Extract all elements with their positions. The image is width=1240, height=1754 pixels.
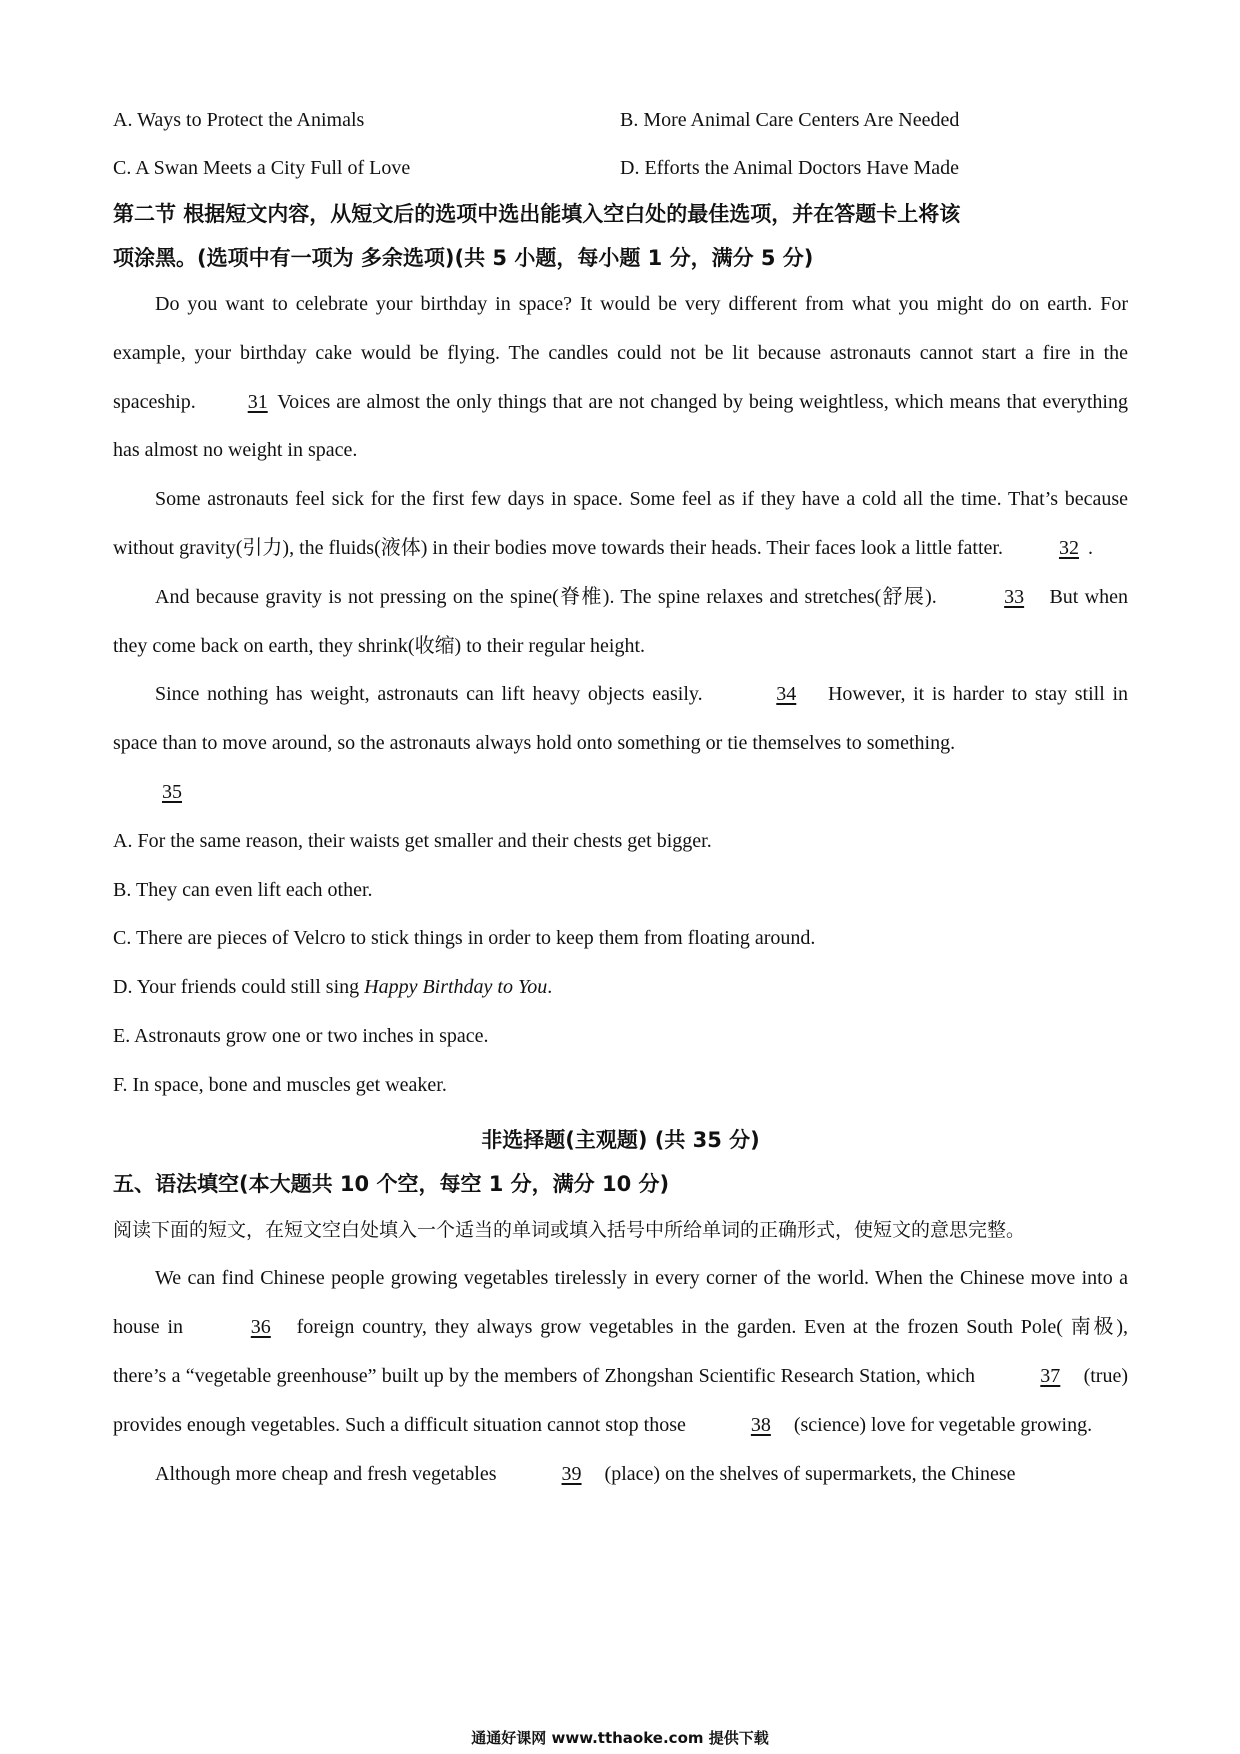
passage-paragraph-3: And because gravity is not pressing on the spine(脊椎). The spine relaxes and stretches(舒展). 33 But when they come back on earth, they shrink(收缩) to their regular height. xyxy=(113,573,1128,671)
option-f: F. In space, bone and muscles get weaker. xyxy=(113,1073,447,1096)
page-footer: 通通好课网 www.tthaoke.com 提供下载 xyxy=(471,1729,769,1747)
prev-options-row-2 xyxy=(113,144,1128,192)
section2-heading: 第二节 根据短文内容，从短文后的选项中选出能填入空白处的最佳选项，并在答题卡上将该 项涂黑。(选项中有一项为 多余选项)(共 5 小题，每小题 1 分，满分 5 分) xyxy=(113,202,961,270)
blank-34: 34 xyxy=(776,683,797,706)
blank-33: 33 xyxy=(1004,585,1025,608)
section5-heading: 五、语法填空(本大题共 10 个空，每空 1 分，满分 10 分) xyxy=(113,1171,670,1196)
option-b: B. They can even lift each other. xyxy=(113,878,373,901)
blank-32: 32 xyxy=(1058,536,1079,559)
section5-instruction: 阅读下面的短文，在短文空白处填入一个适当的单词或填入括号中所给单词的正确形式，使短文的意思完整。 xyxy=(113,1218,1026,1241)
blank-38: 38 xyxy=(750,1413,771,1436)
option-c: C. There are pieces of Velcro to stick things in order to keep them from floating around. xyxy=(113,927,816,950)
blank-37: 37 xyxy=(1040,1364,1061,1387)
prev-options-row-1 xyxy=(113,96,1128,144)
grammar-paragraph-2: Although more cheap and fresh vegetables 39 (place) on the shelves of supermarkets, the Chinese xyxy=(113,1450,1128,1499)
blank-31: 31 xyxy=(247,390,268,413)
prev-option-d: D. Efforts the Animal Doctors Have Made xyxy=(620,156,959,179)
option-e: E. Astronauts grow one or two inches in space. xyxy=(113,1024,489,1047)
part-title: 非选择题(主观题) (共 35 分) xyxy=(481,1127,760,1152)
prev-option-c: C. A Swan Meets a City Full of Love xyxy=(113,156,411,179)
answer-options xyxy=(113,817,1128,1110)
passage-paragraph-1: Do you want to celebrate your birthday in space? It would be very different from what you might do on earth. For example, your birthday cake would be flying. The candles could not be lit because astronauts cannot start a fire in the spaceship. 31 Voices are almost the only things that are not changed by being weightless, which means that everything has almost no weight in space. xyxy=(113,293,1128,462)
passage-paragraph-5 xyxy=(113,768,1128,817)
passage-paragraph-4: Since nothing has weight, astronauts can lift heavy objects easily. 34 However, it is harder to stay still in space than to move around, so the astronauts always hold onto something or tie themselves to something. xyxy=(113,670,1128,768)
prev-option-a: A. Ways to Protect the Animals xyxy=(113,108,365,131)
exam-page xyxy=(113,96,1128,1498)
blank-36: 36 xyxy=(250,1316,271,1339)
grammar-paragraph-1: We can find Chinese people growing vegetables tirelessly in every corner of the world. When the Chinese move into a house in 36 foreign country, they always grow vegetables in the garden. Even at the frozen South Pole( 南极), there’s a “vegetable greenhouse” built up by the members of Zhongshan Scientific Research Station, which 37 (true) provides enough vegetables. Such a difficult situation cannot stop those 38 (science) love for vegetable growing. xyxy=(113,1254,1128,1449)
option-a: A. For the same reason, their waists get smaller and their chests get bigger. xyxy=(113,829,712,852)
blank-39: 39 xyxy=(561,1462,582,1485)
prev-option-b: B. More Animal Care Centers Are Needed xyxy=(620,108,960,131)
option-d: D. Your friends could still sing Happy Birthday to You. xyxy=(113,976,553,999)
passage-paragraph-2: Some astronauts feel sick for the first few days in space. Some feel as if they have a cold all the time. That’s because without gravity(引力), the fluids(液体) in their bodies move towards their heads. Their faces look a little fatter. 32 . xyxy=(113,475,1128,573)
blank-35: 35 xyxy=(162,780,182,803)
